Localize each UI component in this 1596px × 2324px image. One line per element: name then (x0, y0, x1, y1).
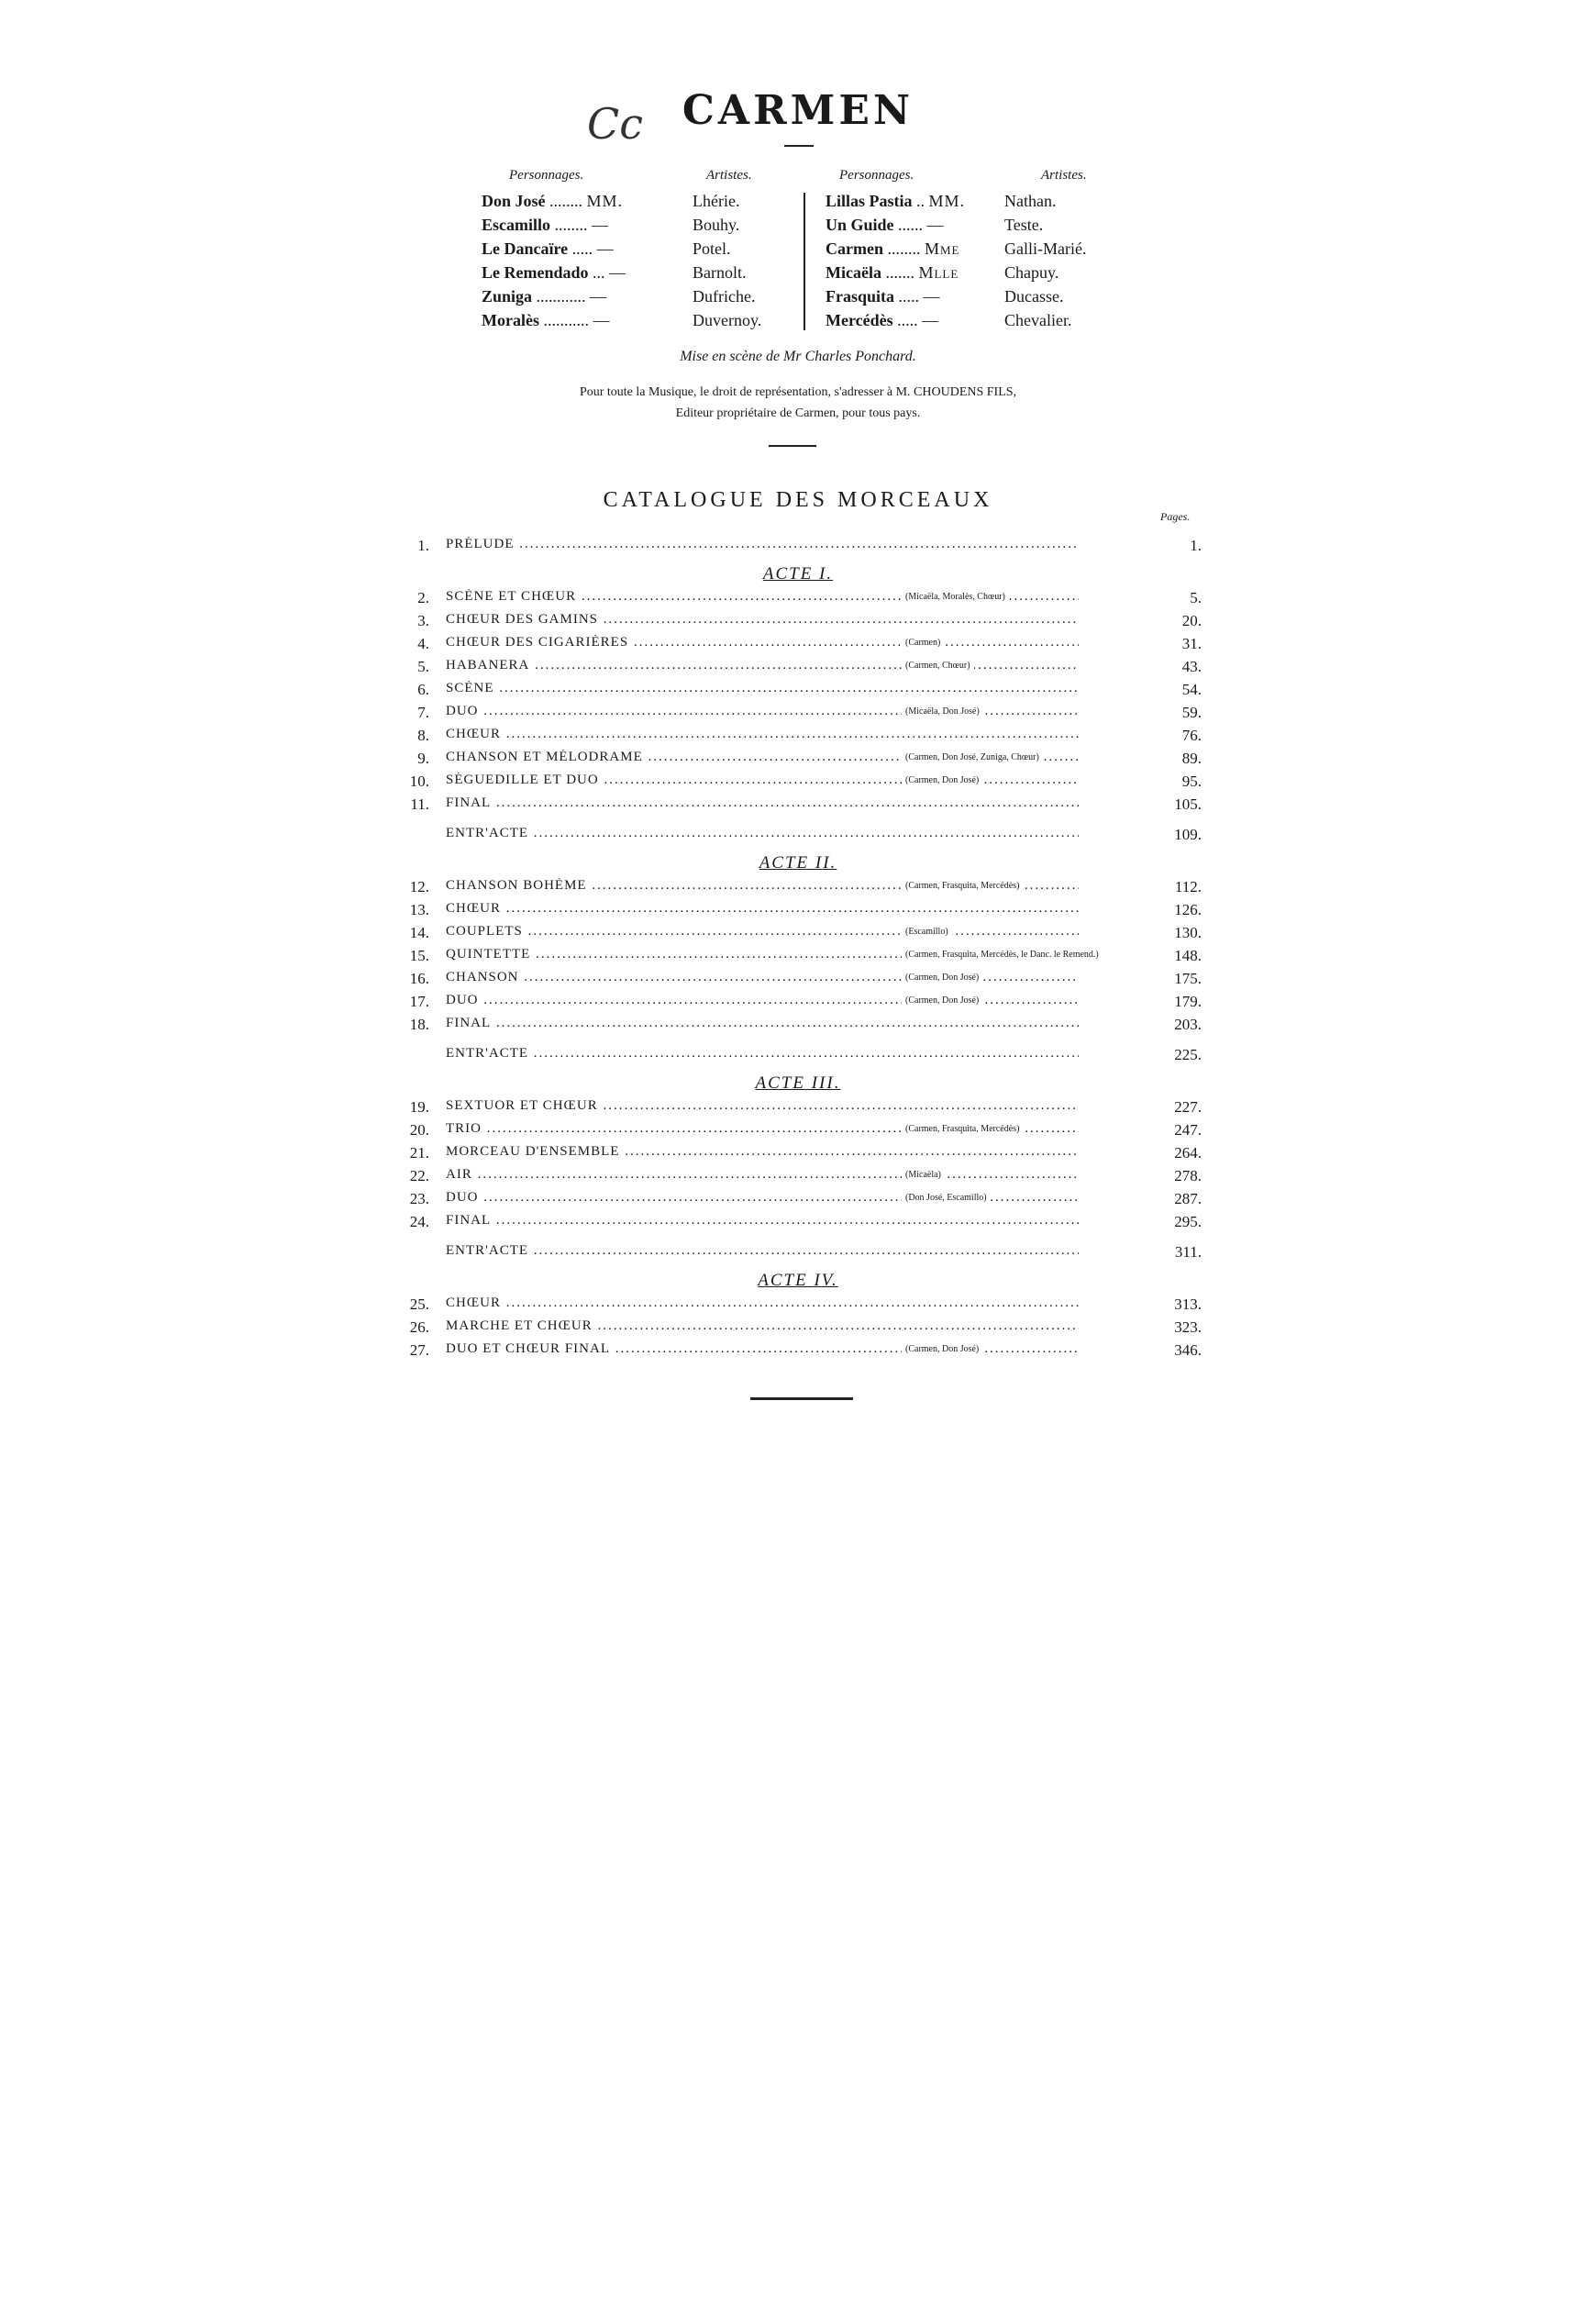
item-number: 27. (409, 1341, 429, 1359)
act-heading (0, 1271, 1596, 1291)
item-number: 10. (409, 773, 429, 790)
item-number: 3. (417, 612, 429, 629)
cast-voice: MM. (586, 192, 624, 210)
item-page: 175. (1145, 970, 1202, 988)
cast-artist: Duvernoy. (693, 311, 762, 329)
cast-voice: — (609, 263, 626, 282)
cast-artist: Nathan. (1004, 192, 1057, 210)
item-type: ENTR'ACTE ..... (446, 1243, 1079, 1259)
item-type: COUPLETS ..... (446, 924, 1079, 940)
catalogue-row (402, 1190, 1202, 1212)
catalogue-row (402, 1341, 1202, 1363)
cast-entry (482, 213, 609, 237)
cast-entry (482, 189, 623, 213)
catalogue-row (402, 589, 1202, 611)
item-type: CHANSON BOHÈME ..... (446, 878, 1079, 894)
cast-voice: Mlle (918, 263, 959, 282)
item-number: 14. (409, 924, 429, 941)
catalogue-title: CATALOGUE DES MORCEAUX (603, 488, 993, 512)
item-characters: (Micaëla, Don José) (902, 706, 983, 717)
cast-role: Le Remendado (482, 263, 589, 282)
cast-dots: ... (588, 263, 609, 282)
item-characters: (Carmen, Don José) (902, 775, 982, 785)
item-number: 23. (409, 1190, 429, 1207)
catalogue-row (402, 681, 1202, 703)
item-type: DUO ET CHŒUR FINAL ..... (446, 1341, 1079, 1357)
item-page: 89. (1145, 750, 1202, 768)
act-label: ACTE III. (755, 1073, 841, 1093)
cast-dots: ..... (892, 311, 923, 329)
item-page: 112. (1145, 878, 1202, 896)
cast-entry (482, 237, 615, 261)
cast-role: Mercédès (826, 311, 893, 329)
item-type: FINAL ..... (446, 1016, 1079, 1031)
item-number: 6. (417, 681, 429, 698)
item-characters: (Escamillo) (902, 927, 952, 937)
item-page: 313. (1145, 1295, 1202, 1314)
cast-artist: Barnolt. (693, 263, 747, 282)
item-type: AIR ..... (446, 1167, 1079, 1183)
item-type: MORCEAU D'ENSEMBLE ..... (446, 1144, 1079, 1160)
end-rule (750, 1397, 853, 1400)
cast-divider (804, 193, 805, 330)
catalogue-row (402, 1318, 1202, 1340)
item-type: QUINTETTE ..... (446, 947, 1079, 962)
item-characters: (Carmen, Don José) (902, 973, 982, 983)
item-type: SCÈNE ..... (446, 681, 1079, 696)
catalogue-row (402, 773, 1202, 795)
cast-role: Moralès (482, 311, 539, 329)
rights-rule (769, 445, 816, 447)
act-heading (0, 564, 1596, 584)
cast-voice: — (926, 216, 945, 234)
item-page: 31. (1145, 635, 1202, 653)
catalogue-row (402, 1098, 1202, 1120)
act-heading (0, 853, 1596, 873)
item-number: 24. (409, 1213, 429, 1230)
item-number: 22. (409, 1167, 429, 1184)
item-type: CHANSON ET MÉLODRAME ..... (446, 750, 1079, 765)
item-number: 15. (409, 947, 429, 964)
item-page: 20. (1145, 612, 1202, 630)
cast-role: Carmen (826, 239, 883, 258)
item-type: FINAL ..... (446, 795, 1079, 811)
cast-voice: Mme (924, 239, 960, 258)
cast-role: Escamillo (482, 216, 550, 234)
item-type: CHANSON ..... (446, 970, 1079, 985)
item-characters: (Carmen, Don José) (902, 995, 982, 1006)
cast-entry (826, 284, 941, 308)
cast-voice: — (593, 311, 611, 329)
cast-entry (826, 237, 960, 261)
item-number: 5. (417, 658, 429, 675)
item-page: 126. (1145, 901, 1202, 919)
item-number: 12. (409, 878, 429, 895)
item-number: 8. (417, 727, 429, 744)
item-type: ENTR'ACTE ..... (446, 826, 1079, 841)
cast-role: Lillas Pastia (826, 192, 913, 210)
catalogue-row (402, 970, 1202, 992)
item-page: 1. (1145, 537, 1202, 555)
item-characters: (Carmen, Chœur) (902, 661, 974, 671)
catalogue-row (402, 1144, 1202, 1166)
item-page: 278. (1145, 1167, 1202, 1185)
rights-line-1: Pour toute la Musique, le droit de représentation, s'adresser à M. CHOUDENS FILS, (579, 385, 1017, 399)
cast-header-role-right: Personnages. (839, 168, 914, 183)
item-number: 16. (409, 970, 429, 987)
item-number: 11. (410, 795, 429, 813)
item-page: 247. (1145, 1121, 1202, 1140)
item-number: 1. (417, 537, 429, 554)
act-heading (0, 1073, 1596, 1094)
item-number: 9. (417, 750, 429, 767)
item-characters: (Micaëla) (902, 1170, 945, 1180)
cast-voice: — (596, 239, 615, 258)
cast-voice: — (590, 287, 608, 306)
cast-voice: — (922, 311, 940, 329)
item-page: 59. (1145, 704, 1202, 722)
cast-entry (482, 284, 607, 308)
item-type: FINAL ..... (446, 1213, 1079, 1229)
cast-artist: Dufriche. (693, 287, 756, 306)
item-type: ENTR'ACTE ..... (446, 1046, 1079, 1062)
catalogue-row (402, 993, 1202, 1015)
cast-dots: .. (912, 192, 929, 210)
cast-dots: ..... (894, 287, 924, 306)
catalogue-row (402, 704, 1202, 726)
item-characters: (Carmen) (902, 638, 944, 648)
catalogue-row (402, 901, 1202, 923)
item-type: SCÈNE ET CHŒUR ..... (446, 589, 1079, 605)
entracte-row (402, 1046, 1202, 1068)
item-page: 109. (1145, 826, 1202, 844)
cast-role: Zuniga (482, 287, 533, 306)
item-type: HABANERA ..... (446, 658, 1079, 673)
catalogue-row (402, 878, 1202, 900)
item-page: 323. (1145, 1318, 1202, 1337)
cast-dots: ............ (532, 287, 591, 306)
catalogue-row (402, 612, 1202, 634)
item-page: 346. (1145, 1341, 1202, 1360)
catalogue-row (402, 795, 1202, 817)
item-page: 311. (1145, 1243, 1202, 1262)
title-rule (784, 145, 814, 147)
item-type: CHŒUR ..... (446, 1295, 1079, 1311)
item-page: 227. (1145, 1098, 1202, 1117)
item-page: 203. (1145, 1016, 1202, 1034)
cast-dots: ...... (893, 216, 927, 234)
entracte-row (402, 826, 1202, 848)
cast-role: Micaëla (826, 263, 881, 282)
item-number: 21. (409, 1144, 429, 1162)
catalogue-row (402, 537, 1202, 559)
mise-en-scene: Mise en scène de Mr Charles Ponchard. (680, 349, 916, 364)
item-page: 54. (1145, 681, 1202, 699)
catalogue-row (402, 924, 1202, 946)
cast-artist: Teste. (1004, 216, 1044, 234)
item-type: DUO ..... (446, 704, 1079, 719)
act-label: ACTE I. (762, 564, 834, 584)
item-page: 287. (1145, 1190, 1202, 1208)
item-page: 295. (1145, 1213, 1202, 1231)
item-type: PRÉLUDE ..... (446, 537, 1079, 552)
item-number: 18. (409, 1016, 429, 1033)
cast-artist: Galli-Marié. (1004, 239, 1087, 258)
catalogue-row (402, 750, 1202, 772)
cast-dots: ..... (568, 239, 597, 258)
item-number: 25. (409, 1295, 429, 1313)
cast-entry (482, 261, 626, 284)
item-number: 17. (409, 993, 429, 1010)
cast-header-artist-right: Artistes. (1041, 168, 1087, 183)
cast-header-artist-left: Artistes. (706, 168, 752, 183)
item-page: 179. (1145, 993, 1202, 1011)
item-page: 5. (1145, 589, 1202, 607)
cast-header-role-left: Personnages. (509, 168, 584, 183)
catalogue-row (402, 1213, 1202, 1235)
cast-dots: ........ (550, 216, 592, 234)
cast-artist: Chevalier. (1004, 311, 1072, 329)
cast-dots: ........ (545, 192, 587, 210)
catalogue-row (402, 727, 1202, 749)
catalogue-row (402, 1121, 1202, 1143)
item-type: CHŒUR DES GAMINS ..... (446, 612, 1079, 628)
item-page: 225. (1145, 1046, 1202, 1064)
item-characters: (Don José, Escamillo) (902, 1193, 991, 1203)
entracte-row (402, 1243, 1202, 1265)
item-type: CHŒUR ..... (446, 901, 1079, 917)
item-characters: (Carmen, Don José) (902, 1344, 982, 1354)
cast-role: Frasquita (826, 287, 895, 306)
cast-artist: Chapuy. (1004, 263, 1059, 282)
item-page: 76. (1145, 727, 1202, 745)
cast-artist: Ducasse. (1004, 287, 1064, 306)
item-page: 105. (1145, 795, 1202, 814)
item-number: 20. (409, 1121, 429, 1139)
cast-artist: Bouhy. (693, 216, 740, 234)
item-page: 130. (1145, 924, 1202, 942)
cast-entry (826, 189, 965, 213)
item-characters: (Micaëla, Moralès, Chœur) (902, 592, 1009, 602)
cast-voice: — (592, 216, 609, 234)
item-characters: (Carmen, Frasquita, Mercédès) (902, 881, 1023, 891)
item-number: 13. (409, 901, 429, 918)
item-type: TRIO ..... (446, 1121, 1079, 1137)
cast-dots: ....... (881, 263, 919, 282)
cast-role: Un Guide (826, 216, 894, 234)
item-type: DUO ..... (446, 1190, 1079, 1206)
cast-entry (826, 261, 959, 284)
catalogue-row (402, 1016, 1202, 1038)
act-label: ACTE IV. (758, 1271, 838, 1290)
item-type: CHŒUR ..... (446, 727, 1079, 742)
item-page: 95. (1145, 773, 1202, 791)
catalogue-row (402, 658, 1202, 680)
rights-line-2: Editeur propriétaire de Carmen, pour tous pays. (675, 406, 921, 420)
item-type: SÉGUEDILLE ET DUO ..... (446, 773, 1079, 788)
item-characters: (Carmen, Frasquita, Mercédès) (902, 1124, 1023, 1134)
item-number: 7. (417, 704, 429, 721)
item-type: CHŒUR DES CIGARIÈRES ..... (446, 635, 1079, 650)
item-number: 2. (417, 589, 429, 606)
item-number: 4. (417, 635, 429, 652)
cast-entry (826, 213, 945, 237)
item-number: 26. (409, 1318, 429, 1336)
catalogue-row (402, 1167, 1202, 1189)
cast-artist: Potel. (693, 239, 731, 258)
item-type: SEXTUOR ET CHŒUR ..... (446, 1098, 1079, 1114)
catalogue-row (402, 635, 1202, 657)
opera-title: CARMEN (682, 87, 914, 134)
item-characters: (Carmen, Frasquita, Mercédès, le Danc. le Remend.) (902, 950, 1103, 960)
cast-artist: Lhérie. (693, 192, 740, 210)
cast-voice: MM. (928, 192, 966, 210)
cast-dots: ........... (538, 311, 593, 329)
item-type: DUO ..... (446, 993, 1079, 1008)
handwritten-mark: Cc (587, 99, 643, 149)
cast-dots: ........ (882, 239, 925, 258)
cast-role: Don José (482, 192, 546, 210)
item-page: 264. (1145, 1144, 1202, 1162)
cast-entry (826, 308, 939, 332)
act-label: ACTE II. (759, 853, 837, 873)
cast-role: Le Dancaïre (482, 239, 569, 258)
cast-voice: — (923, 287, 941, 306)
catalogue-row (402, 1295, 1202, 1318)
item-type: MARCHE ET CHŒUR ..... (446, 1318, 1079, 1334)
pages-label: Pages. (1160, 510, 1191, 523)
catalogue-row (402, 947, 1202, 969)
item-characters: (Carmen, Don José, Zuniga, Chœur) (902, 752, 1043, 762)
item-number: 19. (409, 1098, 429, 1116)
item-page: 43. (1145, 658, 1202, 676)
cast-entry (482, 308, 610, 332)
item-page: 148. (1145, 947, 1202, 965)
